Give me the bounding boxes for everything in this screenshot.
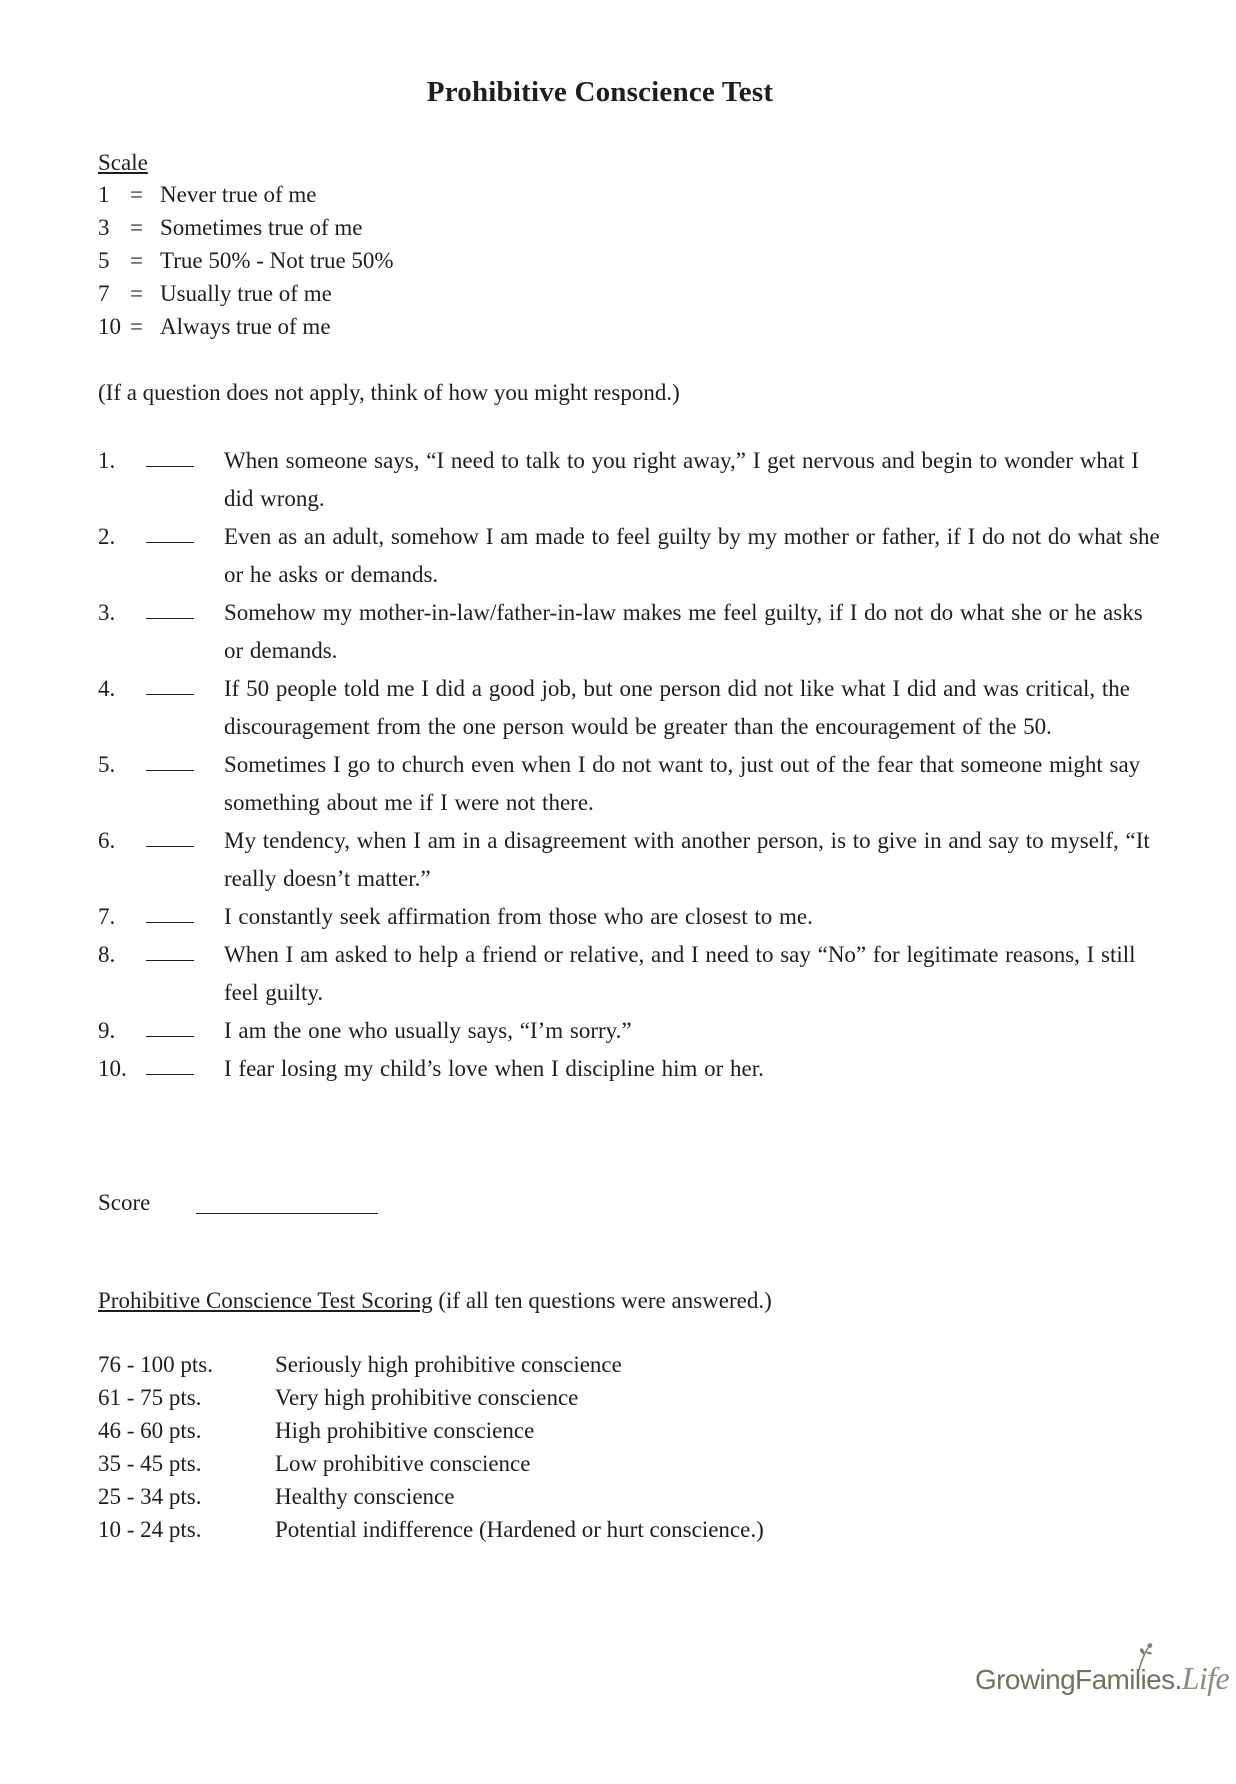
scale-label: Always true of me — [160, 314, 331, 339]
score-blank[interactable] — [196, 1213, 378, 1214]
question-item — [98, 1012, 1166, 1050]
question-number: 1. — [98, 448, 116, 473]
scale-label: Never true of me — [160, 182, 317, 207]
answer-blank[interactable] — [146, 1036, 194, 1037]
answer-blank[interactable] — [146, 542, 194, 543]
question-item — [98, 822, 1166, 898]
answer-blank[interactable] — [146, 846, 194, 847]
scoring-row — [98, 1385, 764, 1418]
question-item — [98, 936, 1166, 1012]
question-list — [98, 442, 1166, 1088]
scoring-title: Prohibitive Conscience Test Scoring — [98, 1288, 433, 1313]
scale-item — [98, 215, 394, 248]
score-description: Seriously high prohibitive conscience — [275, 1352, 622, 1377]
score-description: Low prohibitive conscience — [275, 1451, 531, 1476]
answer-blank[interactable] — [146, 694, 194, 695]
answer-blank[interactable] — [146, 770, 194, 771]
scale-item — [98, 248, 394, 281]
scale-value: 1 — [98, 182, 110, 207]
question-text: I fear losing my child’s love when I discipline him or her. — [224, 1056, 764, 1081]
question-number: 8. — [98, 942, 116, 967]
question-number: 6. — [98, 828, 116, 853]
scale-list — [98, 182, 394, 347]
question-text: Sometimes I go to church even when I do not want to, just out of the fear that someone might say something about me if I were not there. — [224, 752, 1141, 815]
scale-item — [98, 182, 394, 215]
score-range: 61 - 75 pts. — [98, 1385, 202, 1410]
scale-value: 7 — [98, 281, 110, 306]
answer-blank[interactable] — [146, 1074, 194, 1075]
scoring-row — [98, 1352, 764, 1385]
score-description: High prohibitive conscience — [275, 1418, 535, 1443]
scale-label: True 50% - Not true 50% — [160, 248, 394, 273]
question-item — [98, 594, 1166, 670]
score-range: 25 - 34 pts. — [98, 1484, 202, 1509]
score-description: Healthy conscience — [275, 1484, 455, 1509]
question-number: 9. — [98, 1018, 116, 1043]
scoring-row — [98, 1517, 764, 1550]
score-range: 46 - 60 pts. — [98, 1418, 202, 1443]
score-range: 10 - 24 pts. — [98, 1517, 202, 1542]
brand-logo — [975, 1660, 1229, 1697]
question-text: I am the one who usually says, “I’m sorry.” — [224, 1018, 632, 1043]
question-item — [98, 670, 1166, 746]
question-text: Even as an adult, somehow I am made to feel guilty by my mother or father, if I do not do what she or he asks or demands. — [224, 524, 1160, 587]
answer-blank[interactable] — [146, 618, 194, 619]
scoring-row — [98, 1484, 764, 1517]
question-text: I constantly seek affirmation from those who are closest to me. — [224, 904, 813, 929]
question-text: If 50 people told me I did a good job, but one person did not like what I did and was critical, the discouragement from the one person would be greater than the encouragement of the 50. — [224, 676, 1131, 739]
question-item — [98, 746, 1166, 822]
question-text: When I am asked to help a friend or relative, and I need to say “No” for legitimate reasons, I still feel guilty. — [224, 942, 1136, 1005]
scale-equals: = — [130, 314, 143, 339]
scoring-note: (if all ten questions were answered.) — [432, 1288, 772, 1313]
question-item — [98, 518, 1166, 594]
answer-blank[interactable] — [146, 960, 194, 961]
score-range: 35 - 45 pts. — [98, 1451, 202, 1476]
question-number: 10. — [98, 1056, 127, 1081]
scoring-list — [98, 1352, 764, 1550]
question-text: My tendency, when I am in a disagreement with another person, is to give in and say to myself, “It really doesn’t matter.” — [224, 828, 1150, 891]
question-item — [98, 1050, 1166, 1088]
answer-blank[interactable] — [146, 922, 194, 923]
scale-label: Sometimes true of me — [160, 215, 363, 240]
question-number: 3. — [98, 600, 116, 625]
scoring-row — [98, 1418, 764, 1451]
logo-wordmark: GrowingFamilies. — [975, 1664, 1182, 1695]
scale-equals: = — [130, 215, 143, 240]
scale-value: 3 — [98, 215, 110, 240]
scale-equals: = — [130, 248, 143, 273]
logo-accent: Life — [1181, 1660, 1230, 1696]
scale-label: Usually true of me — [160, 281, 332, 306]
score-range: 76 - 100 pts. — [98, 1352, 213, 1377]
score-description: Very high prohibitive conscience — [275, 1385, 579, 1410]
scale-value: 10 — [98, 314, 121, 339]
scale-item — [98, 314, 394, 347]
question-number: 5. — [98, 752, 116, 777]
page-title: Prohibitive Conscience Test — [426, 76, 774, 108]
scale-equals: = — [130, 281, 143, 306]
scoring-heading — [98, 1288, 772, 1314]
scale-item — [98, 281, 394, 314]
question-text: Somehow my mother-in-law/father-in-law makes me feel guilty, if I do not do what she or he asks or demands. — [224, 600, 1143, 663]
score-description: Potential indifference (Hardened or hurt conscience.) — [275, 1517, 764, 1542]
scoring-row — [98, 1451, 764, 1484]
answer-blank[interactable] — [146, 466, 194, 467]
scale-heading: Scale — [98, 150, 148, 175]
question-number: 7. — [98, 904, 116, 929]
question-item — [98, 898, 1166, 936]
question-text: When someone says, “I need to talk to you right away,” I get nervous and begin to wonder what I did wrong. — [224, 448, 1139, 511]
score-label: Score — [98, 1190, 151, 1215]
scale-value: 5 — [98, 248, 110, 273]
question-number: 4. — [98, 676, 116, 701]
instruction-note: (If a question does not apply, think of how you might respond.) — [98, 380, 680, 405]
scale-equals: = — [130, 182, 143, 207]
question-item — [98, 442, 1166, 518]
question-number: 2. — [98, 524, 116, 549]
